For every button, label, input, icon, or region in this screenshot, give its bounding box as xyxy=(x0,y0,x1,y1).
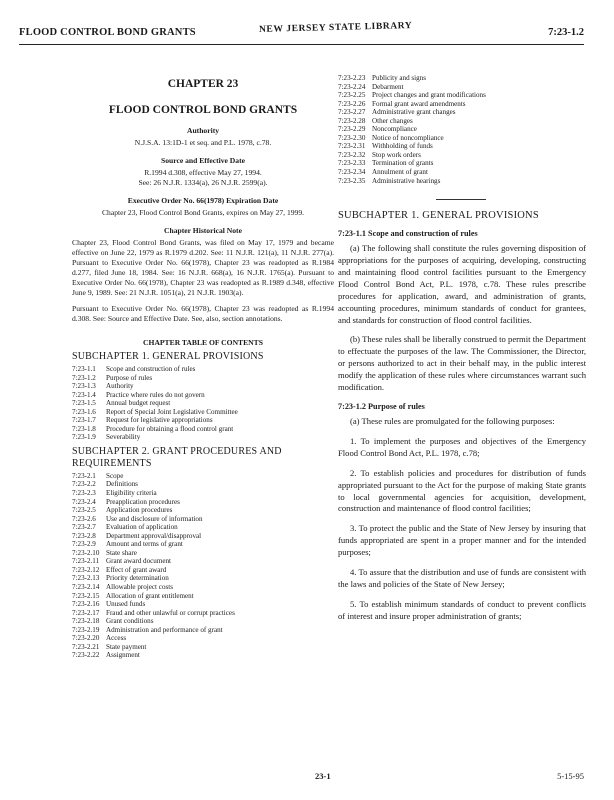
toc-entry xyxy=(72,408,334,417)
toc-entry-title: Publicity and signs xyxy=(372,74,426,82)
toc-entry-title: Authority xyxy=(106,382,134,391)
toc-entry-number: 7:23-2.23 xyxy=(338,74,366,82)
toc-subchapter-2-list xyxy=(72,472,334,660)
toc-entry-title: Assignment xyxy=(106,651,140,660)
toc-entry-number: 7:23-2.18 xyxy=(72,617,100,626)
source-line: R.1994 d.308, effective May 27, 1994. xyxy=(144,168,262,177)
revision-date: 5-15-95 xyxy=(557,771,584,781)
toc-entry-number: 7:23-2.2 xyxy=(72,480,96,489)
toc-entry xyxy=(72,532,334,541)
toc-entry-number: 7:23-2.12 xyxy=(72,565,100,574)
toc-entry xyxy=(72,557,334,566)
toc-entry-title: Administrative grant changes xyxy=(372,108,456,117)
toc-entry-number: 7:23-2.3 xyxy=(72,489,96,498)
toc-entry-number: 7:23-2.26 xyxy=(338,99,366,108)
toc-entry-title: Procedure for obtaining a flood control grant xyxy=(106,424,234,433)
toc-entry-number: 7:23-1.6 xyxy=(72,407,96,416)
toc-entry-number: 7:23-2.34 xyxy=(338,168,366,177)
right-column xyxy=(338,74,586,631)
toc-entry-number: 7:23-2.20 xyxy=(72,634,100,643)
toc-entry-number: 7:23-2.11 xyxy=(72,557,100,566)
toc-entry xyxy=(72,626,334,635)
toc-entry xyxy=(72,574,334,583)
toc-entry-title: Access xyxy=(106,634,127,643)
toc-entry-number: 7:23-1.7 xyxy=(72,416,96,425)
toc-entry-number: 7:23-2.33 xyxy=(338,159,366,168)
toc-entry xyxy=(72,617,334,626)
toc-entry-number: 7:23-2.31 xyxy=(338,142,366,151)
toc-entry-number: 7:23-2.19 xyxy=(72,625,100,634)
toc-entry-title: Withholding of funds xyxy=(372,142,433,151)
toc-entry xyxy=(338,134,586,143)
toc-entry-number: 7:23-2.30 xyxy=(338,133,366,142)
toc-entry xyxy=(72,498,334,507)
toc-entry-title: Notice of noncompliance xyxy=(372,133,444,142)
toc-entry-number: 7:23-2.24 xyxy=(338,82,366,91)
rule-1-1-title: 7:23-1.1 Scope and construction of rules xyxy=(338,229,478,239)
toc-entry xyxy=(338,74,586,83)
toc-entry-number: 7:23-1.1 xyxy=(72,365,96,373)
toc-entry xyxy=(338,177,586,186)
toc-entry-title: Priority determination xyxy=(106,574,169,583)
toc-entry xyxy=(72,600,334,609)
history-heading: Chapter Historical Note xyxy=(164,226,242,235)
toc-entry xyxy=(72,634,334,643)
toc-heading: CHAPTER TABLE OF CONTENTS xyxy=(143,338,263,347)
toc-entry xyxy=(72,506,334,515)
toc-entry xyxy=(338,83,586,92)
rule-1-2-paragraph-a: (a) These rules are promulgated for the following purposes: xyxy=(350,415,555,426)
toc-entry-title: Debarment xyxy=(372,82,404,91)
toc-entry xyxy=(72,399,334,408)
toc-entry xyxy=(338,159,586,168)
toc-entry-title: Scope and construction of rules xyxy=(106,365,196,373)
toc-entry-number: 7:23-2.16 xyxy=(72,600,100,609)
toc-entry-title: Request for legislative appropriations xyxy=(106,416,213,425)
toc-entry-number: 7:23-2.35 xyxy=(338,176,366,185)
toc-entry-title: Grant conditions xyxy=(106,617,154,626)
toc-entry xyxy=(72,382,334,391)
purpose-item: 1. To implement the purposes and objectives of the Emergency Flood Control Bond Act, P.L. 1978, c.78; xyxy=(338,435,586,458)
toc-subchapter-2-continued-list xyxy=(338,74,586,185)
toc-entry xyxy=(72,566,334,575)
toc-entry xyxy=(338,100,586,109)
toc-entry xyxy=(338,125,586,134)
toc-entry xyxy=(72,489,334,498)
purpose-item: 3. To protect the public and the State of New Jersey by insuring that funds appropriated are spent in a proper manner and for the intended purposes; xyxy=(338,523,586,558)
toc-entry-number: 7:23-2.7 xyxy=(72,523,96,532)
toc-entry xyxy=(72,472,334,481)
toc-entry-title: Administrative hearings xyxy=(372,176,441,185)
toc-entry-title: Stop work orders xyxy=(372,150,421,159)
toc-entry-title: Report of Special Joint Legislative Committee xyxy=(106,407,238,416)
toc-entry xyxy=(72,643,334,652)
purpose-item: 4. To assure that the distribution and use of funds are consistent with the laws and policies of the State of New Jersey; xyxy=(338,567,586,589)
toc-entry-title: Severability xyxy=(106,433,141,442)
toc-entry-number: 7:23-2.6 xyxy=(72,514,96,523)
toc-entry-title: Department approval/disapproval xyxy=(106,531,202,540)
toc-entry-number: 7:23-1.5 xyxy=(72,399,96,408)
toc-entry xyxy=(72,592,334,601)
toc-entry xyxy=(72,365,334,374)
history-paragraph: Chapter 23, Flood Control Bond Grants, was filed on May 17, 1979 and became effective on June 22, 1979 as R.1979 d.202. See: 11 N.J.R. 121(a), 11 N.J.R. 277(a). Pursuant to Executive Order No. 66(1978), Chapter 23 was readopted as R.1984 d.277, filed June 18, 1984. See: 16 N.J.R. 668(a), 16 N.J.R. 1765(a). Pursuant to Executive Order No. 66(1978), Chapter 23 was readopted as R.1989 d.348, effective June 9, 1989. See: 21 N.J.R. 1051(a), 21 N.J.R. 1903(a). xyxy=(72,238,334,297)
authority-text: N.J.S.A. 13:1D-1 et seq. and P.L. 1978, c.78. xyxy=(134,138,272,147)
toc-entry-number: 7:23-1.3 xyxy=(72,382,96,391)
toc-entry-number: 7:23-2.17 xyxy=(72,608,100,617)
source-line: See: 26 N.J.R. 1334(a), 26 N.J.R. 2599(a). xyxy=(138,178,268,187)
toc-entry-number: 7:23-1.4 xyxy=(72,390,96,399)
toc-entry-number: 7:23-2.4 xyxy=(72,497,96,506)
toc-entry-title: Allocation of grant entitlement xyxy=(106,591,194,600)
toc-entry-title: Effect of grant award xyxy=(106,565,167,574)
toc-entry-title: State share xyxy=(106,548,137,557)
running-header-title: FLOOD CONTROL BOND GRANTS xyxy=(19,27,196,38)
toc-entry-title: Project changes and grant modifications xyxy=(372,91,486,100)
toc-entry xyxy=(72,515,334,524)
toc-entry xyxy=(72,540,334,549)
toc-entry-title: Preapplication procedures xyxy=(106,497,180,506)
toc-entry xyxy=(338,108,586,117)
toc-entry-title: Administration and performance of grant xyxy=(106,625,223,634)
toc-entry-title: Other changes xyxy=(372,116,413,125)
toc-entry-number: 7:23-2.28 xyxy=(338,116,366,125)
toc-entry xyxy=(72,609,334,618)
toc-entry-title: Evaluation of application xyxy=(106,523,178,532)
chapter-title: FLOOD CONTROL BOND GRANTS xyxy=(108,104,298,116)
toc-entry-title: Annulment of grant xyxy=(372,168,428,177)
toc-subchapter-1-heading: SUBCHAPTER 1. GENERAL PROVISIONS xyxy=(72,351,264,362)
toc-entry-title: Allowable project costs xyxy=(106,583,173,592)
toc-entry xyxy=(72,425,334,434)
toc-entry xyxy=(338,168,586,177)
toc-entry-title: Use and disclosure of information xyxy=(106,514,203,523)
toc-entry-number: 7:23-2.25 xyxy=(338,91,366,100)
toc-entry-number: 7:23-2.14 xyxy=(72,583,100,592)
toc-entry xyxy=(72,433,334,442)
toc-entry-number: 7:23-2.10 xyxy=(72,548,100,557)
toc-entry-title: Practice where rules do not govern xyxy=(106,390,205,399)
authority-heading: Authority xyxy=(186,126,220,135)
exec-order-text: Chapter 23, Flood Control Bond Grants, expires on May 27, 1999. xyxy=(101,208,305,217)
toc-entry-title: Grant award document xyxy=(106,557,172,566)
toc-subchapter-2-heading: SUBCHAPTER 2. GRANT PROCEDURES AND REQUIREMENTS xyxy=(72,445,282,469)
toc-entry xyxy=(72,523,334,532)
toc-entry-title: State payment xyxy=(106,642,147,651)
rule-1-2-title: 7:23-1.2 Purpose of rules xyxy=(338,401,425,411)
toc-entry xyxy=(72,583,334,592)
toc-entry-number: 7:23-2.32 xyxy=(338,150,366,159)
toc-entry-title: Unused funds xyxy=(106,600,146,609)
exec-order-heading: Executive Order No. 66(1978) Expiration Date xyxy=(127,196,279,205)
purpose-item: 5. To establish minimum standards of conduct to prevent conflicts of interest and insure proper administration of grants; xyxy=(338,598,586,621)
section-divider xyxy=(436,199,486,200)
library-stamp: NEW JERSEY STATE LIBRARY xyxy=(258,20,413,36)
toc-entry-title: Annual budget request xyxy=(106,399,171,408)
toc-entry-number: 7:23-2.27 xyxy=(338,108,366,117)
toc-entry xyxy=(72,416,334,425)
toc-entry-title: Definitions xyxy=(106,480,138,489)
history-paragraph: Pursuant to Executive Order No. 66(1978), Chapter 23 was readopted as R.1994 d.308. See: Source and Effective Date. See, also, section annotations. xyxy=(72,304,334,323)
running-header-section: 7:23-1.2 xyxy=(548,27,584,38)
toc-subchapter-1-list xyxy=(72,365,334,442)
toc-entry-title: Scope xyxy=(106,471,124,480)
toc-entry-number: 7:23-2.29 xyxy=(338,125,366,134)
toc-entry-number: 7:23-2.21 xyxy=(72,642,100,651)
toc-entry-title: Amount and terms of grant xyxy=(106,540,183,549)
toc-entry xyxy=(72,480,334,489)
toc-entry xyxy=(338,117,586,126)
purpose-item: 2. To establish policies and procedures for distribution of funds appropriated pursuant to the Act for the purpose of making State grants to local governmental agencies for acquisition, development, construction and maintenance of flood control facilities; xyxy=(338,467,586,514)
toc-entry-title: Application procedures xyxy=(106,506,173,515)
toc-entry xyxy=(72,391,334,400)
chapter-number: CHAPTER 23 xyxy=(167,78,239,90)
subchapter-1-heading: SUBCHAPTER 1. GENERAL PROVISIONS xyxy=(338,210,539,222)
toc-entry-number: 7:23-2.8 xyxy=(72,531,96,540)
toc-entry-number: 7:23-1.9 xyxy=(72,433,96,442)
toc-entry-number: 7:23-2.15 xyxy=(72,591,100,600)
toc-entry-title: Fraud and other unlawful or corrupt practices xyxy=(106,608,235,617)
toc-entry-title: Noncompliance xyxy=(372,125,417,134)
toc-entry xyxy=(72,651,334,660)
source-heading: Source and Effective Date xyxy=(160,156,245,165)
toc-entry xyxy=(72,549,334,558)
toc-entry-title: Eligibility criteria xyxy=(106,489,157,498)
left-column xyxy=(72,74,334,660)
toc-entry-number: 7:23-2.9 xyxy=(72,540,96,549)
toc-entry-number: 7:23-2.1 xyxy=(72,471,96,480)
toc-entry xyxy=(338,142,586,151)
toc-entry-title: Purpose of rules xyxy=(106,373,153,382)
toc-entry-title: Termination of grants xyxy=(372,159,434,168)
toc-entry xyxy=(72,374,334,383)
toc-entry-number: 7:23-2.13 xyxy=(72,574,100,583)
toc-entry-title: Formal grant award amendments xyxy=(372,99,466,108)
rule-1-1-paragraph-a: (a) The following shall constitute the rules governing disposition of appropriations for the purposes of acquiring, developing, constructing and maintaining flood control facilities pursuant to the Emergency Flood Control Bond Act, P.L. 1978, c.78. These rules prescribe procedures for application, award, and administration of grants, accounting procedures, minimum standards of conduct for grantees, and standards for construction of flood control facilities. xyxy=(338,243,586,325)
toc-entry-number: 7:23-1.8 xyxy=(72,424,96,433)
toc-entry xyxy=(338,91,586,100)
page-number: 23-1 xyxy=(315,771,331,781)
toc-entry-number: 7:23-2.22 xyxy=(72,651,100,660)
toc-entry-number: 7:23-1.2 xyxy=(72,373,96,382)
toc-entry-number: 7:23-2.5 xyxy=(72,506,96,515)
rule-1-1-paragraph-b: (b) These rules shall be liberally construed to permit the Department to effectuate the purposes of the law. The Commissioner, the Director, or persons authorized to act in their behalf may, in the public interest modify the application of these rules where circumstances warrant such modification. xyxy=(338,334,586,393)
header-rule xyxy=(19,44,584,45)
toc-entry xyxy=(338,151,586,160)
